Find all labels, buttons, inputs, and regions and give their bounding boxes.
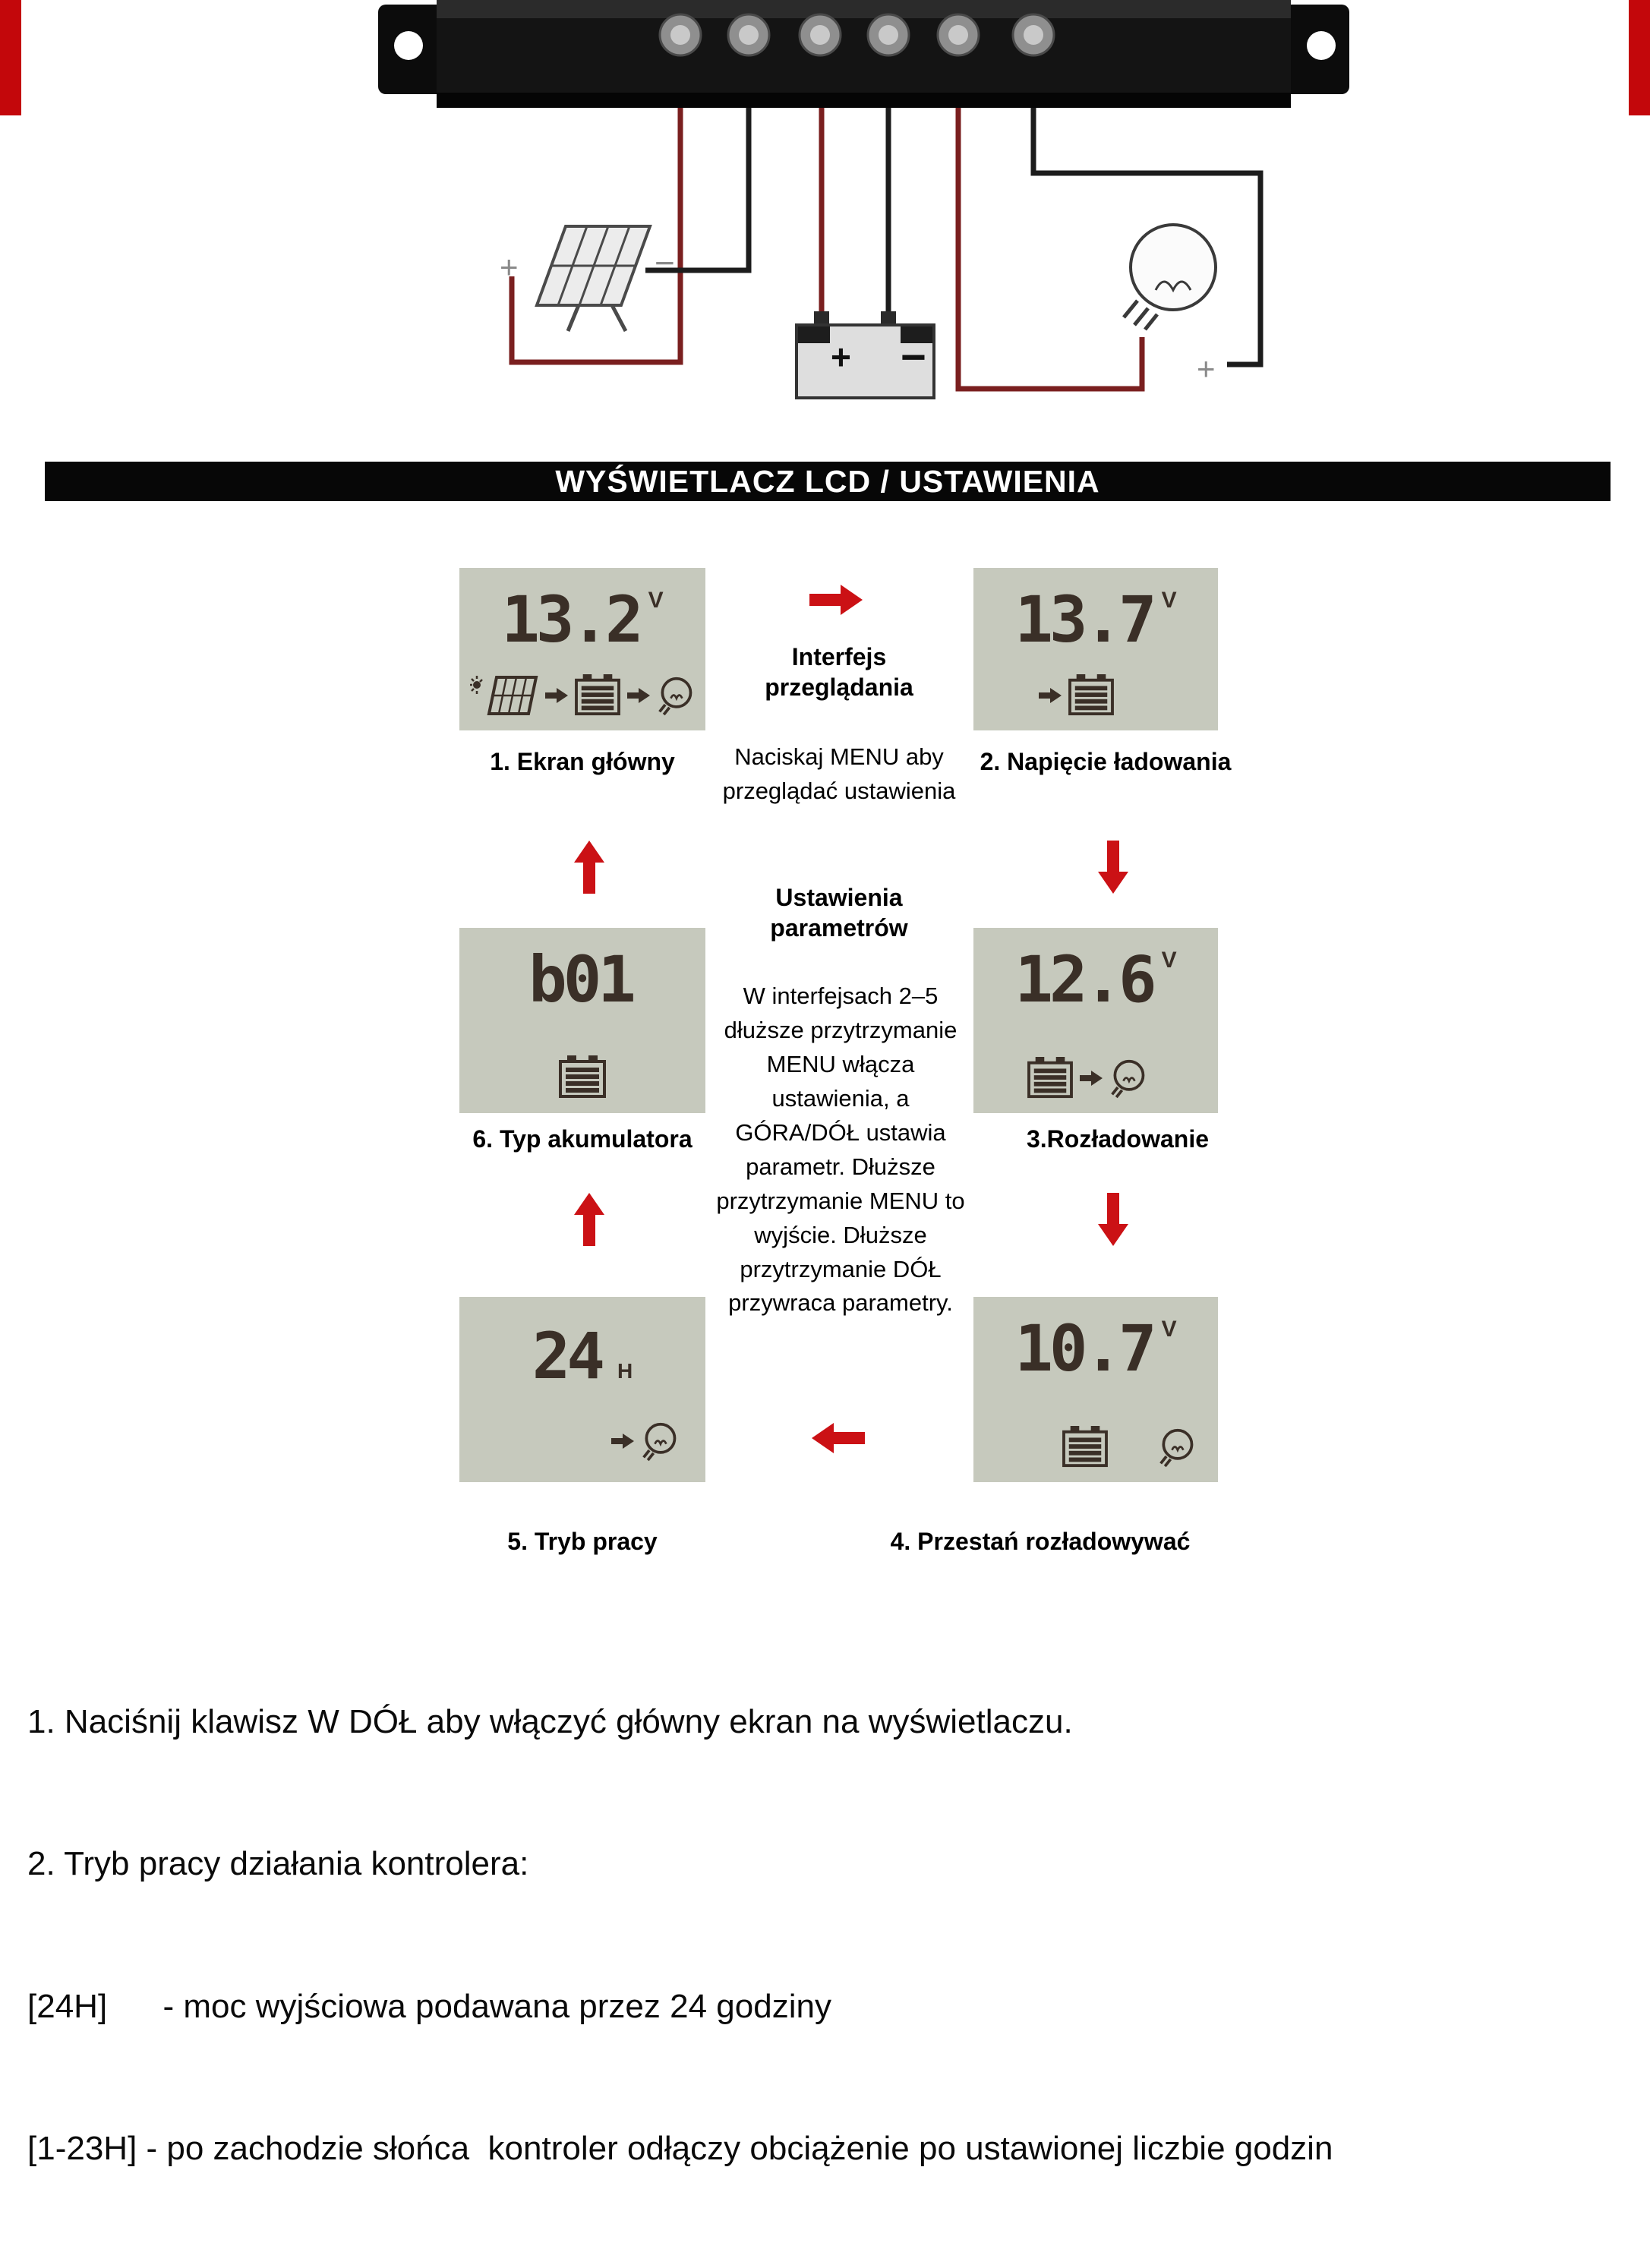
battery-minus-label: − — [901, 333, 926, 382]
lcd-value: 10.7 — [1014, 1311, 1153, 1386]
lcd-unit: V — [1161, 948, 1177, 973]
instruction-line: 1. Naciśnij klawisz W DÓŁ aby włączyć główny ekran na wyświetlaczu. — [27, 1702, 1073, 1740]
lcd-screen-battery-type — [459, 928, 705, 1113]
lcd-unit: H — [617, 1359, 633, 1383]
bulb-plus-label: + — [1197, 351, 1216, 386]
bulb-icon — [1157, 1426, 1197, 1468]
bulb-icon — [640, 1420, 680, 1462]
wire-load-positive — [958, 108, 1142, 389]
lcd-unit: V — [648, 588, 664, 613]
battery-icon — [1062, 1426, 1109, 1468]
lcd-screen-work-mode — [459, 1297, 705, 1482]
battery-plus-label: + — [831, 337, 851, 377]
battery — [797, 311, 934, 398]
solar-panel-icon — [469, 674, 539, 717]
battery-icon — [557, 1055, 607, 1099]
arrow-right-icon — [611, 1434, 634, 1449]
light-bulb — [1124, 225, 1216, 386]
wiring-diagram — [0, 0, 1650, 452]
instruction-line: [1-23H] - po zachodzie słońca kontroler odłączy obciążenie po ustawionej liczbie godzin — [27, 2130, 1333, 2168]
lcd-value-row — [459, 928, 705, 1017]
arrow-right-icon — [627, 688, 650, 703]
panel-minus-label: − — [655, 243, 675, 282]
flow-arrow-up — [572, 838, 607, 896]
lcd-unit: V — [1161, 588, 1177, 613]
bulb-icon — [656, 674, 696, 717]
lcd-screen-charging-voltage — [973, 568, 1218, 730]
lcd-icon-row — [973, 674, 1218, 717]
panel-plus-label: + — [500, 249, 519, 285]
lcd-value: 12.6 — [1014, 942, 1153, 1017]
instruction-line: [24H] - moc wyjściowa podawana przez 24 godziny — [27, 1987, 831, 2025]
screen-label-main: 1. Ekran główny — [490, 748, 675, 775]
lcd-value: b01 — [528, 942, 633, 1017]
battery-icon — [574, 674, 621, 717]
arrow-right-icon — [1039, 688, 1062, 703]
lcd-screen-discharge — [973, 928, 1218, 1113]
controller-device — [378, 0, 1349, 108]
lcd-value-row — [973, 568, 1218, 657]
bulb-icon — [1109, 1057, 1148, 1099]
flow-arrow-up — [572, 1191, 607, 1248]
screen-label-discharge: 3.Rozładowanie — [1026, 1125, 1210, 1153]
battery-icon — [1027, 1057, 1074, 1099]
flow-arrow-left — [809, 1421, 867, 1456]
screen-label-charging-voltage: 2. Napięcie ładowania — [980, 748, 1232, 775]
arrow-right-icon — [1080, 1071, 1103, 1086]
lcd-value: 24 — [532, 1319, 601, 1393]
parameter-settings-title: Ustawienia parametrów — [770, 884, 908, 942]
instruction-line: 2. Tryb pracy działania kontrolera: — [27, 1845, 529, 1883]
solar-panel — [500, 226, 675, 331]
flow-arrow-down — [1096, 838, 1131, 896]
lcd-value-row — [459, 1297, 705, 1393]
instructions — [27, 1604, 1629, 2268]
lcd-value-row — [973, 928, 1218, 1017]
lcd-screen-main — [459, 568, 705, 730]
lcd-value: 13.7 — [1014, 582, 1153, 657]
browse-interface-text: Naciskaj MENU aby przeglądać ustawienia — [722, 743, 956, 804]
screen-label-stop-discharge: 4. Przestań rozładowywać — [890, 1528, 1191, 1555]
screen-label-work-mode: 5. Tryb pracy — [507, 1528, 658, 1555]
flow-arrow-right — [807, 582, 865, 617]
lcd-icon-row — [459, 1420, 705, 1462]
battery-icon — [1068, 674, 1115, 717]
arrow-right-icon — [545, 688, 568, 703]
mount-hole-left — [394, 31, 423, 60]
section-title: WYŚWIETLACZ LCD / USTAWIENIA — [555, 463, 1100, 499]
lcd-value: 13.2 — [501, 582, 640, 657]
lcd-value-row — [459, 568, 705, 657]
lcd-unit: V — [1161, 1317, 1177, 1342]
lcd-icon-row — [459, 674, 705, 717]
mount-hole-right — [1307, 31, 1336, 60]
browse-interface-title: Interfejs przeglądania — [765, 643, 913, 701]
parameter-settings-text: W interfejsach 2–5 dłuższe przytrzymanie MENU włącza ustawienia, a GÓRA/DÓŁ ustawia parametr. Dłuższe przytrzymanie MENU to wyjście. Dłuższe przytrzymanie DÓŁ przywraca parametry. — [716, 983, 965, 1317]
flow-arrow-down — [1096, 1191, 1131, 1248]
lcd-screen-stop-discharge — [973, 1297, 1218, 1482]
lcd-icon-row — [973, 1426, 1218, 1468]
lcd-icon-row — [459, 1055, 705, 1099]
lcd-value-row — [973, 1297, 1218, 1386]
screen-label-battery-type: 6. Typ akumulatora — [472, 1125, 692, 1153]
lcd-icon-row — [973, 1057, 1218, 1099]
section-banner — [45, 462, 1611, 501]
